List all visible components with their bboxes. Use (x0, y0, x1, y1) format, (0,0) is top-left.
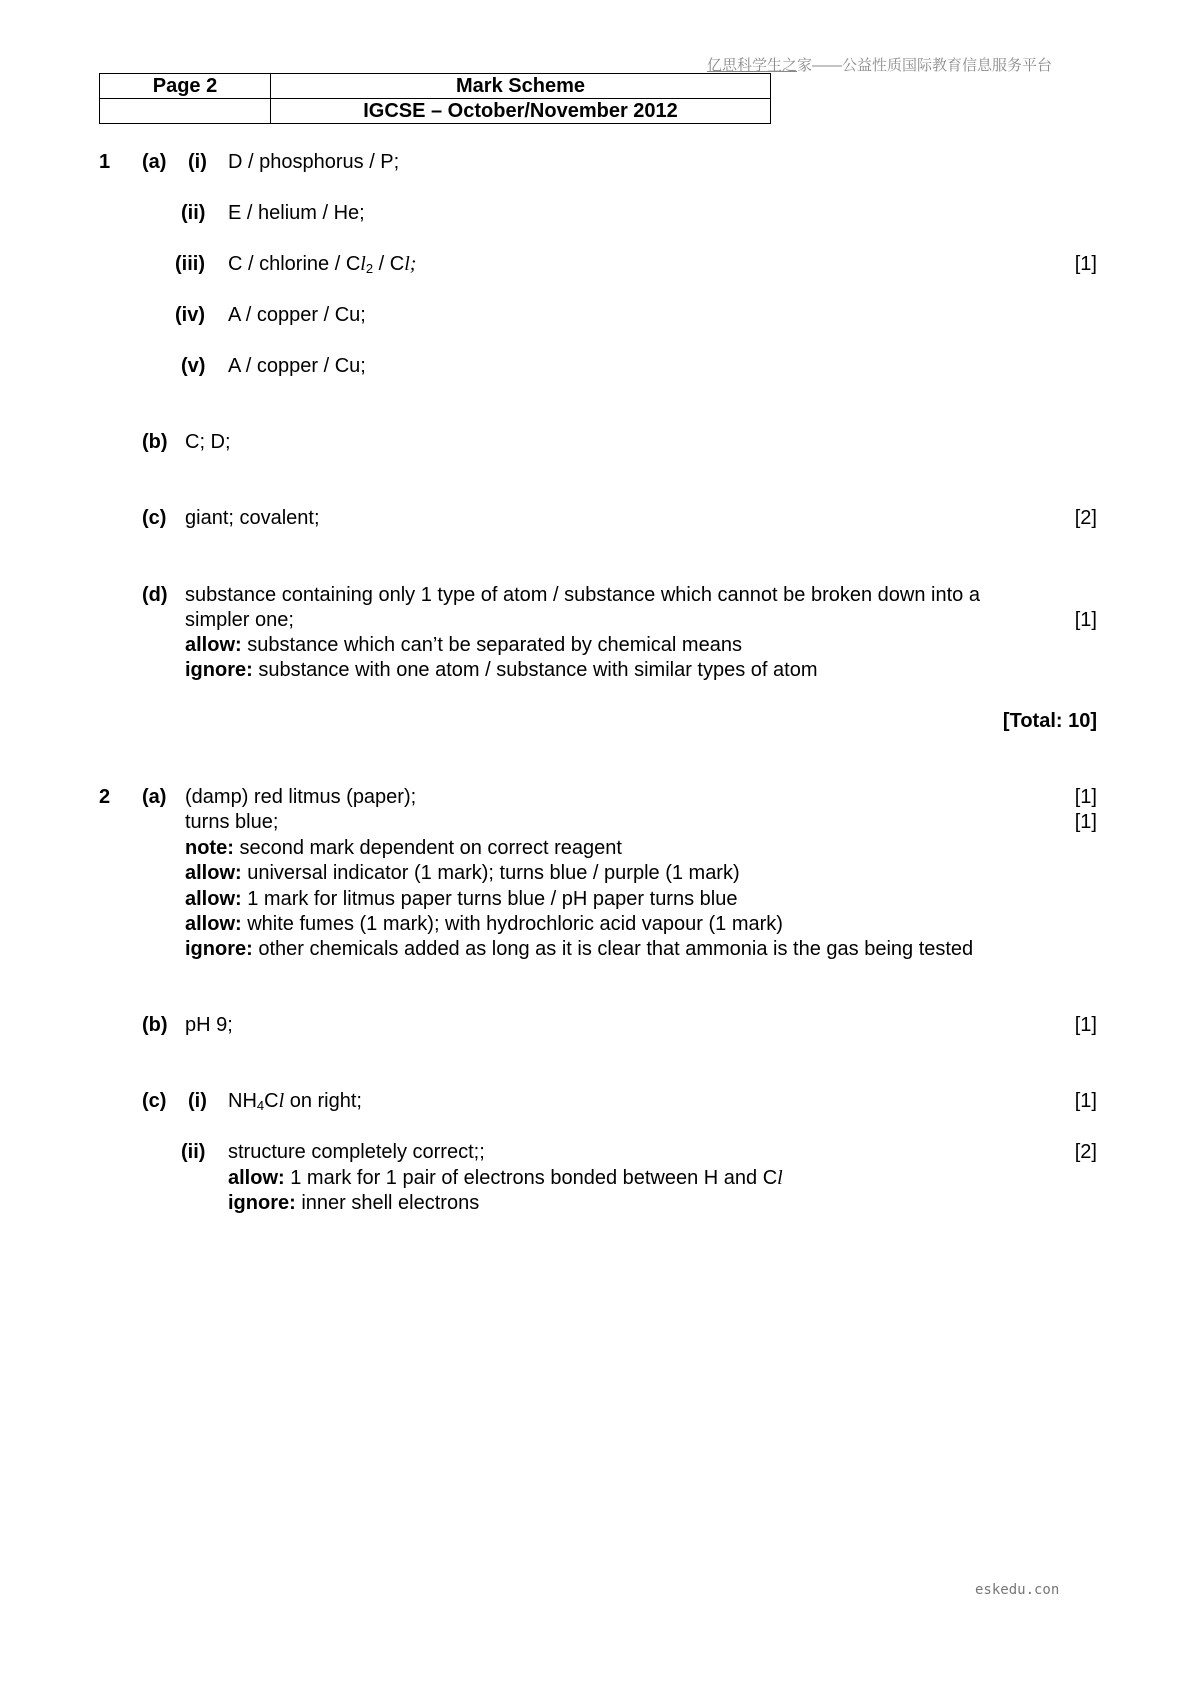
q2a-allow1: allow: universal indicator (1 mark); turns blue / purple (1 mark) (185, 862, 740, 884)
q1d-line1: substance containing only 1 type of atom / substance which cannot be broken down into a (185, 584, 980, 606)
q1a-iv-text: A / copper / Cu; (228, 304, 366, 326)
q1c-text: giant; covalent; (185, 507, 320, 529)
footer-url: eskedu.con (975, 1582, 1060, 1598)
document-subtitle: IGCSE – October/November 2012 (271, 99, 771, 124)
q2b-text: pH 9; (185, 1014, 233, 1036)
q1c-mark: [2] (1074, 507, 1097, 529)
q2c-i-text: $NH_4Cl$ on right; (228, 1090, 362, 1113)
q1d-label: (d) (142, 584, 168, 606)
q2c-ii-mark: [2] (1074, 1141, 1097, 1163)
q2b-label: (b) (142, 1014, 168, 1036)
q2b-mark: [1] (1074, 1014, 1097, 1036)
q2c-ii-text: structure completely correct;; (228, 1141, 485, 1163)
header-table (99, 73, 771, 124)
q2-number: 2 (99, 786, 111, 808)
q2a-allow2: allow: 1 mark for litmus paper turns blue / pH paper turns blue (185, 888, 738, 910)
q1d-ignore: ignore: substance with one atom / substance with similar types of atom (185, 659, 818, 681)
page-number: Page 2 (100, 74, 271, 99)
q1d-allow: allow: substance which can’t be separated by chemical means (185, 634, 742, 656)
q2c-label: (c) (142, 1090, 167, 1112)
watermark: 亿思科学生之家——公益性质国际教育信息服务平台 (706, 57, 1052, 74)
q1-number: 1 (99, 151, 111, 173)
q1b-label: (b) (142, 431, 168, 453)
q1a-v-label: (v) (181, 355, 206, 377)
q1c-label: (c) (142, 507, 167, 529)
q1b-text: C; D; (185, 431, 231, 453)
q1a-i-text: D / phosphorus / P; (228, 151, 400, 173)
q1a-iii-label: (iii) (175, 253, 205, 275)
q1a-i-label: (i) (188, 151, 207, 173)
q1a-iii-mark: [1] (1074, 253, 1097, 275)
empty-cell (100, 99, 271, 124)
q1-total: [Total: 10] (1002, 710, 1097, 732)
q1a-v-text: A / copper / Cu; (228, 355, 366, 377)
q2c-i-mark: [1] (1074, 1090, 1097, 1112)
q1d-line2: simpler one; (185, 609, 294, 631)
q2c-i-label: (i) (188, 1090, 207, 1112)
q2a-line1: (damp) red litmus (paper); (185, 786, 417, 808)
q1a-ii-label: (ii) (181, 202, 206, 224)
q2c-ii-ignore: ignore: inner shell electrons (228, 1192, 480, 1214)
q1a-iv-label: (iv) (175, 304, 205, 326)
q2a-mark1: [1] (1074, 786, 1097, 808)
q1a-iii-text: C / chlorine / $Cl_2$ / Cl; (228, 253, 417, 276)
q2a-allow3: allow: white fumes (1 mark); with hydrochloric acid vapour (1 mark) (185, 913, 783, 935)
q2a-line2: turns blue; (185, 811, 279, 833)
q2a-ignore: ignore: other chemicals added as long as it is clear that ammonia is the gas being tested (185, 938, 974, 960)
q2c-ii-allow: allow: 1 mark for 1 pair of electrons bonded between H and Cl (228, 1167, 783, 1189)
q1a-label: (a) (142, 151, 167, 173)
q1d-mark: [1] (1074, 609, 1097, 631)
q2a-label: (a) (142, 786, 167, 808)
q2a-mark2: [1] (1074, 811, 1097, 833)
q1a-ii-text: E / helium / He; (228, 202, 365, 224)
q2a-note: note: second mark dependent on correct reagent (185, 837, 622, 859)
q2c-ii-label: (ii) (181, 1141, 206, 1163)
document-title: Mark Scheme (271, 74, 771, 99)
